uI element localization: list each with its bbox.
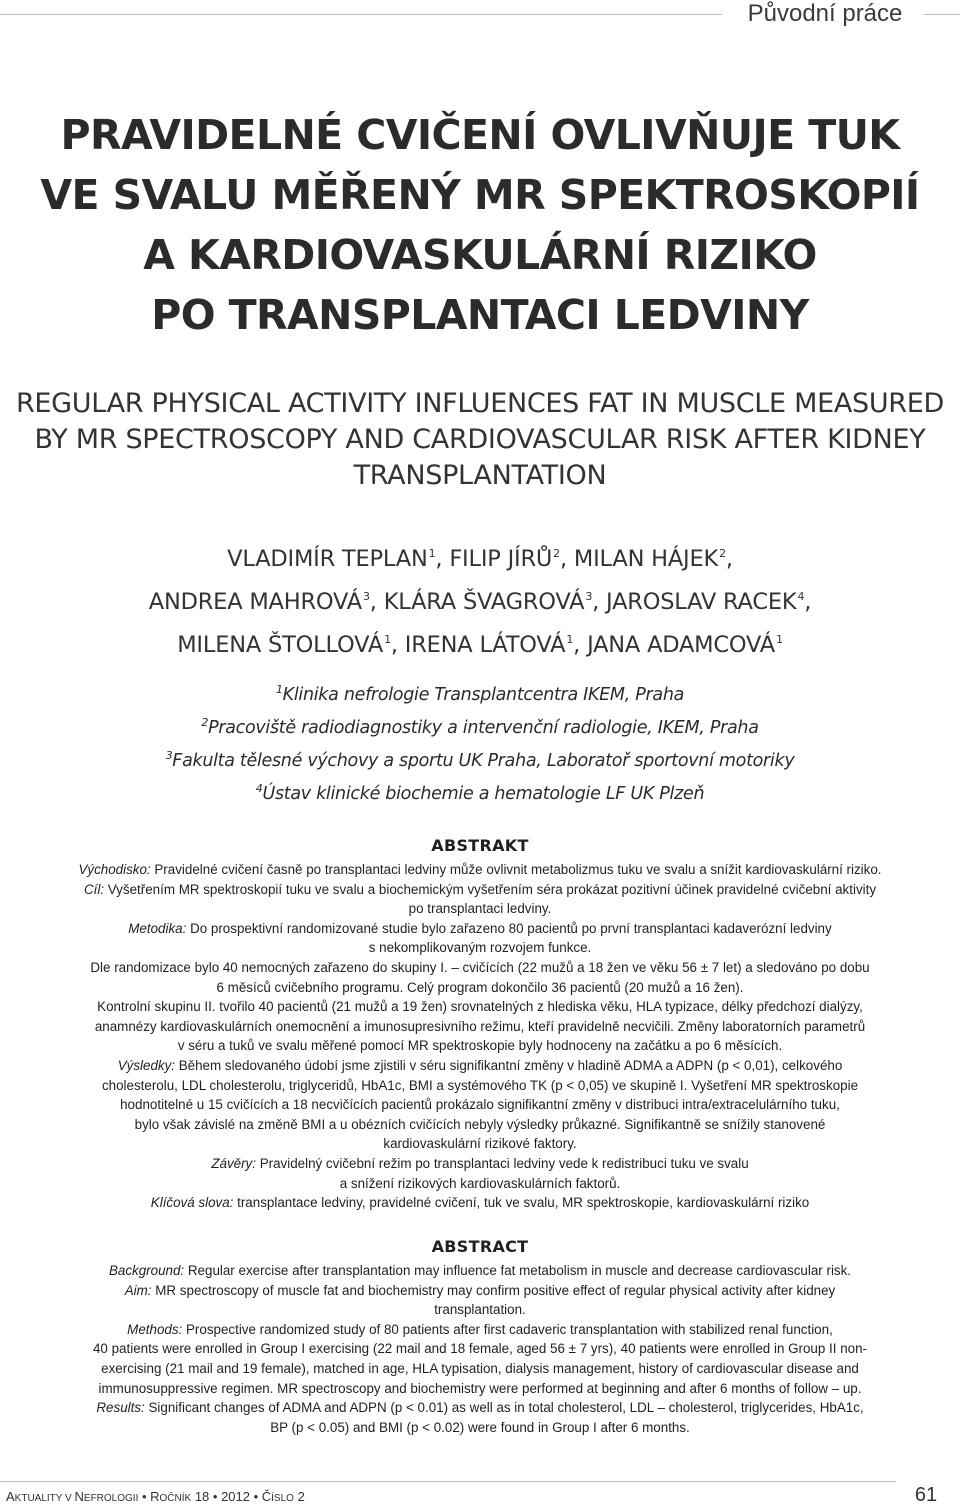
abstract-english-body (0, 1261, 960, 1437)
abstract-text: 6 měsíců cvičebního programu. Celý program dokončilo 36 pacientů (20 mužů a 16 žen). (216, 979, 744, 995)
abstract-line (0, 1339, 960, 1359)
title-en-line: TRANSPLANTATION (353, 460, 607, 491)
author-name: MILAN HÁJEK (573, 546, 719, 572)
abstract-text: Během sledovaného údobí jsme zjistili v séru signifikantní změny v hladině ADMA a ADPN (p < 0,01), celkového (175, 1057, 843, 1073)
abstract-text: Pravidelný cvičební režim po transplantaci ledviny vede k redistribuci tuku ve svalu (255, 1155, 749, 1171)
abstract-line (0, 919, 960, 939)
affiliation-item (0, 676, 960, 709)
abstract-czech-heading: ABSTRAKT (431, 836, 529, 855)
abstract-section-label: Methods: (127, 1321, 183, 1337)
abstract-english-heading: ABSTRACT (431, 1237, 529, 1256)
abstract-line (0, 1134, 960, 1154)
title-cz-line: A KARDIOVASKULÁRNÍ RIZIKO (143, 231, 817, 279)
abstract-section-label: Závěry: (211, 1155, 256, 1171)
abstract-section-label: Background: (108, 1263, 185, 1278)
title-cz-line: PO TRANSPLANTACI LEDVINY (151, 291, 809, 339)
author-affiliation-mark: 1 (775, 633, 783, 646)
abstract-czech-body (0, 860, 960, 1213)
abstract-section-label: Východisko: (78, 862, 151, 877)
abstract-line (0, 1076, 960, 1096)
abstract-line (0, 860, 960, 880)
author-affiliation-mark: 2 (553, 547, 560, 560)
volume-label: ROČNÍK (150, 1489, 192, 1504)
abstract-text: MR spectroscopy of muscle fat and biochemistry may confirm positive effect of regular physical activity after kidney (151, 1282, 836, 1298)
affiliation-text: Ústav klinické biochemie a hematologie LF UK Plzeň (262, 784, 705, 804)
abstract-section-label: Results: (96, 1400, 145, 1416)
abstract-text: exercising (21 mail and 19 female), matched in age, HLA typisation, dialysis management, history of cardiovascular disease and (101, 1360, 859, 1376)
abstract-text: Pravidelné cvičení časně po transplantaci ledviny může ovlivnit metabolizmus tuku ve svalu a snížit kardiovaskulární riziko. (150, 862, 882, 877)
article-title-english (0, 386, 960, 494)
title-cz-line: VE SVALU MĚŘENÝ MR SPEKTROSKOPIÍ (40, 171, 920, 219)
abstract-text: s nekomplikovaným rozvojem funkce. (368, 940, 592, 956)
abstract-line (0, 1193, 960, 1213)
abstract-text: 40 patients were enrolled in Group I exercising (22 mail and 18 female, aged 56 ± 7 yrs), 40 patients were enrolled in Group II non- (92, 1341, 868, 1357)
author-name: FILIP JÍRŮ (449, 546, 553, 572)
abstract-text: Dle randomizace bylo 40 nemocných zařazeno do skupiny I. – cvičících (22 mužů a 18 žen ve věku 56 ± 7 let) a sledováno po dobu (90, 959, 870, 975)
author-affiliation-mark: 3 (362, 590, 370, 603)
affiliation-number: 4 (255, 782, 263, 795)
author-line: MILENA ŠTOLLOVÁ$^1$, IRENA LÁTOVÁ$^1$, JANA ADAMCOVÁ$^1$ (177, 632, 783, 658)
affiliation-number: 1 (275, 683, 283, 696)
author-line: VLADIMÍR TEPLAN$^1$, FILIP JÍRŮ$^2$, MILAN HÁJEK$^2$, (227, 546, 733, 572)
article-title-czech (0, 105, 960, 345)
author-name: JANA ADAMCOVÁ (587, 632, 775, 658)
abstract-text: immunosuppressive regimen. MR spectroscopy and biochemistry were performed at beginning and after 6 months of follow – up. (98, 1380, 862, 1396)
abstract-text: bylo však závislé na změně BMI a u obézních cvičících nebyly výsledky průkazné. Signifikantně se snížily stanovené (134, 1116, 826, 1132)
affiliation-list (0, 676, 960, 808)
abstract-line (0, 1115, 960, 1135)
abstract-text: BP (p < 0.05) and BMI (p < 0.02) were found in Group I after 6 months. (270, 1419, 690, 1435)
volume-number: 18 (191, 1489, 210, 1504)
abstract-line (0, 1320, 960, 1340)
author-name: IRENA LÁTOVÁ (404, 632, 566, 658)
abstract-text: po transplantaci ledviny. (408, 901, 552, 917)
abstract-text: transplantation. (434, 1302, 526, 1318)
page-number: 61 (914, 1484, 938, 1506)
author-affiliation-mark: 1 (428, 547, 436, 560)
abstract-line (0, 1017, 960, 1037)
author-list (0, 535, 960, 664)
abstract-line (0, 1261, 960, 1281)
abstract-line (0, 1359, 960, 1379)
title-cz-line: PRAVIDELNÉ CVIČENÍ OVLIVŇUJE TUK (60, 111, 900, 159)
abstract-text: anamnézy kardiovaskulárních onemocnění a imunosupresivního režimu, kteří pravidelně necvičili. Změny laboratorních parametrů (94, 1018, 866, 1034)
abstract-section-label: Metodika: (128, 920, 187, 936)
abstract-line (0, 978, 960, 998)
author-affiliation-mark: 2 (719, 547, 726, 560)
separator-dot: • (209, 1489, 222, 1504)
author-line: ANDREA MAHROVÁ$^3$, KLÁRA ŠVAGROVÁ$^3$, JAROSLAV RACEK$^4$, (148, 589, 812, 615)
year: 2012 (221, 1489, 250, 1504)
abstract-line (0, 997, 960, 1017)
abstract-line (0, 1379, 960, 1399)
abstract-line (0, 880, 960, 900)
header-rule-right (924, 14, 960, 15)
affiliation-text: Pracoviště radiodiagnostiky a intervenční radiologie, IKEM, Praha (208, 718, 759, 738)
author-affiliation-mark: 3 (585, 590, 593, 603)
author-name: VLADIMÍR TEPLAN (227, 546, 428, 572)
affiliation-item (0, 709, 960, 742)
affiliation-text: Fakulta tělesné výchovy a sportu UK Praha, Laboratoř sportovní motoriky (172, 751, 795, 771)
affiliation-item (0, 775, 960, 808)
author-affiliation-mark: 1 (566, 633, 574, 646)
abstract-section-label: Klíčová slova: (150, 1195, 234, 1211)
abstract-text: Do prospektivní randomizované studie bylo zařazeno 80 pacientů po první transplantaci kadaverózní ledviny (186, 920, 832, 936)
abstract-line (0, 1174, 960, 1194)
abstract-section-label: Výsledky: (117, 1057, 176, 1073)
abstract-text: a snížení rizikových kardiovaskulárních faktorů. (339, 1175, 621, 1191)
author-name: ANDREA MAHROVÁ (148, 589, 362, 615)
section-label: Původní práce (747, 0, 903, 27)
abstract-text: Regular exercise after transplantation may influence fat metabolism in muscle and decrease cardiovascular risk. (184, 1263, 852, 1278)
abstract-text: Significant changes of ADMA and ADPN (p < 0.01) as well as in total cholesterol, LDL – cholesterol, triglycerides, HbA1c, (144, 1400, 864, 1416)
separator-dot: • (138, 1489, 151, 1504)
affiliation-item (0, 742, 960, 775)
issue-number: 2 (293, 1489, 305, 1504)
abstract-section-label: Cíl: (83, 881, 105, 897)
abstract-czech (0, 834, 960, 1213)
abstract-line (0, 1154, 960, 1174)
abstract-text: Vyšetřením MR spektroskopií tuku ve svalu a biochemickým vyšetřením séra prokázat pozitivní účinek pravidelné cvičební aktivity (104, 881, 877, 897)
title-en-line: BY MR SPECTROSCOPY AND CARDIOVASCULAR RISK AFTER KIDNEY (34, 424, 926, 455)
abstract-line (0, 899, 960, 919)
abstract-line (0, 938, 960, 958)
journal-name: AKTUALITY V NEFROLOGII (6, 1489, 139, 1504)
journal-citation (6, 1489, 305, 1507)
author-affiliation-mark: 1 (384, 633, 391, 646)
abstract-text: kardiovaskulární rizikové faktory. (383, 1136, 577, 1152)
header-rule-left (0, 14, 722, 15)
abstract-line (0, 1281, 960, 1301)
abstract-line (0, 1300, 960, 1320)
abstract-line (0, 1056, 960, 1076)
author-affiliation-mark: 4 (797, 590, 805, 603)
affiliation-text: Klinika nefrologie Transplantcentra IKEM, Praha (282, 685, 685, 705)
title-en-line: REGULAR PHYSICAL ACTIVITY INFLUENCES FAT IN MUSCLE MEASURED (15, 388, 945, 419)
separator-dot: • (249, 1489, 262, 1504)
author-name: JAROSLAV RACEK (606, 589, 797, 615)
issue-label: ČÍSLO (261, 1489, 294, 1504)
author-name: KLÁRA ŠVAGROVÁ (383, 589, 585, 615)
abstract-line (0, 1095, 960, 1115)
author-name: MILENA ŠTOLLOVÁ (177, 632, 384, 658)
abstract-english (0, 1235, 960, 1437)
abstract-text: cholesterolu, LDL cholesterolu, triglyceridů, HbA1c, BMI a systémového TK (p < 0,05) ve skupině I. Vyšetření MR spektroskopie (101, 1077, 859, 1093)
abstract-text: transplantace ledviny, pravidelné cvičení, tuk ve svalu, MR spektroskopie, kardiovaskulární riziko (233, 1195, 810, 1211)
footer-rule (0, 1481, 896, 1482)
abstract-line (0, 1418, 960, 1438)
abstract-text: v séru a tuků ve svalu měřené pomocí MR spektroskopie byly hodnoceny na začátku a po 6 měsících. (177, 1038, 783, 1054)
affiliation-number: 3 (165, 749, 173, 762)
abstract-line (0, 1398, 960, 1418)
abstract-line (0, 1036, 960, 1056)
abstract-line (0, 958, 960, 978)
affiliation-number: 2 (201, 716, 209, 729)
abstract-text: Prospective randomized study of 80 patients after first cadaveric transplantation with stabilized renal function, (182, 1321, 833, 1337)
abstract-text: Kontrolní skupinu II. tvořilo 40 pacientů (21 mužů a 19 žen) srovnatelných z hlediska věku, HLA typizace, délky předchozí dialýzy, (97, 999, 863, 1015)
abstract-section-label: Aim: (124, 1282, 152, 1298)
abstract-text: hodnotitelné u 15 cvičících a 18 necvičících pacientů prokázalo signifikantní změny v distribuci intra/extracelulárního tuku, (120, 1097, 840, 1113)
